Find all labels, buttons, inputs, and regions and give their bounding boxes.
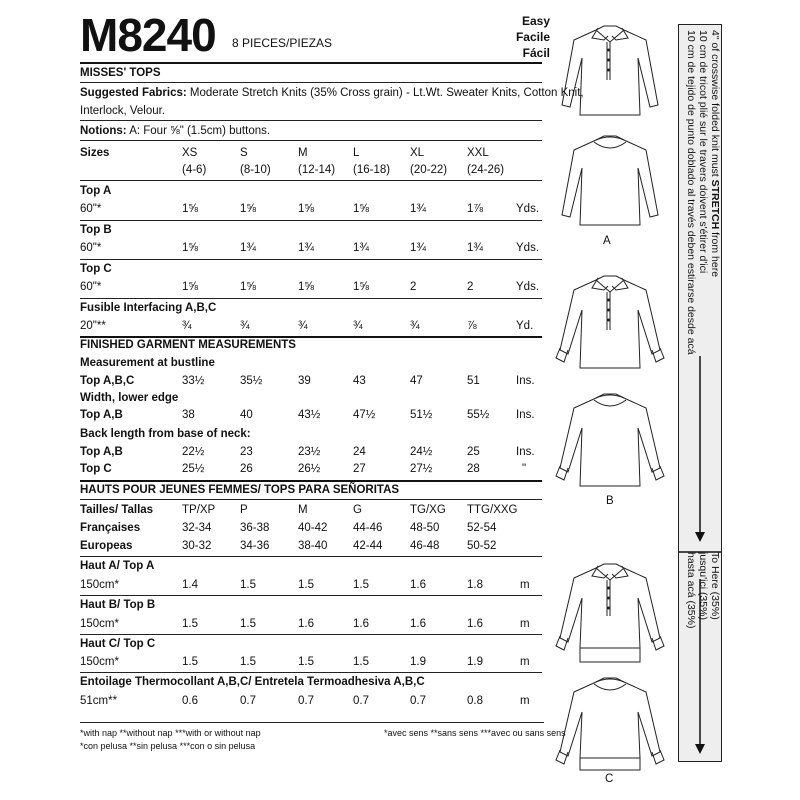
back-row [80, 445, 540, 459]
size-value: 48-50 [410, 522, 440, 534]
meter-value: 1.5 [182, 656, 198, 668]
size-code: G [353, 504, 362, 516]
size-code: TP/XP [182, 504, 216, 516]
row-label: Françaises [80, 522, 141, 534]
meter-value: 1.5 [298, 579, 314, 591]
unit: Ins. [516, 446, 535, 458]
size-value: 42-44 [353, 540, 383, 552]
measure-value: 35½ [240, 375, 263, 387]
arrow-head [695, 532, 705, 542]
stretch-bold: STRETCH [709, 179, 721, 230]
stretch-arrow-graphic [678, 24, 722, 764]
row-label: Top C [80, 463, 112, 475]
metric-section-title: Haut B/ Top B [80, 599, 156, 611]
size-range: (20-22) [410, 164, 448, 176]
metric-section-title: Entoilage Thermocollant A,B,C/ Entretela Termoadhesiva A,B,C [80, 676, 425, 688]
notions-text: A: Four ⅝" (1.5cm) buttons. [129, 125, 271, 137]
size-code: TG/XG [410, 504, 446, 516]
meter-value: 1.6 [298, 618, 314, 630]
unit: Yd. [516, 320, 534, 332]
yardage-value: 1⅝ [182, 242, 198, 254]
metric-row [80, 694, 540, 708]
meter-value: 1.9 [467, 656, 483, 668]
meter-value: 1.6 [353, 618, 369, 630]
yardage-value: ¾ [298, 320, 308, 332]
sizes-label: Sizes [80, 147, 110, 159]
bust-label: Measurement at bustline [80, 357, 215, 369]
yardage-value: ¾ [410, 320, 420, 332]
stretch-text: 4" of crosswise folded knit must [709, 30, 721, 180]
measure-value: 26½ [298, 463, 321, 475]
size-range: (4-6) [182, 164, 207, 176]
fabric-width: 60"* [80, 281, 102, 293]
meter-value: 0.8 [467, 695, 483, 707]
measure-value: 25 [467, 446, 480, 458]
size-code: XS [182, 147, 198, 159]
yardage-value: 1¾ [410, 203, 426, 215]
tailles-row [80, 503, 540, 517]
back-row [80, 462, 540, 476]
meter-value: 1.6 [467, 618, 483, 630]
divider [80, 259, 542, 260]
metric-row [80, 617, 540, 631]
unit: Yds. [516, 281, 540, 293]
measure-value: 51 [467, 375, 480, 387]
measure-value: 25½ [182, 463, 205, 475]
view-label-a: A [603, 235, 611, 247]
stretch-line-3: 10 cm de tejido de punto doblado al través deben estirarse desde acá [685, 30, 697, 355]
meter-value: 1.8 [467, 579, 483, 591]
divider [80, 634, 542, 635]
size-code: M [298, 504, 308, 516]
yardage-value: ¾ [182, 320, 192, 332]
row-label: Europeas [80, 540, 133, 552]
meter-value: 0.7 [298, 695, 314, 707]
divider [80, 722, 544, 723]
size-value: 32-34 [182, 522, 212, 534]
divider [80, 82, 542, 83]
measure-value: 26 [240, 463, 253, 475]
fabrics-line2: Interlock, Velour. [80, 105, 166, 117]
yardage-title: Top A [80, 185, 112, 197]
fabric-width: 150cm* [80, 579, 119, 591]
yardage-value: 1⅝ [353, 203, 369, 215]
finished-title: FINISHED GARMENT MEASUREMENTS [80, 339, 296, 351]
fabrics-line1 [80, 86, 584, 100]
size-value: 40-42 [298, 522, 328, 534]
measure-value: 27 [353, 463, 366, 475]
divider [80, 62, 542, 64]
divider [80, 298, 542, 299]
unit: Yds. [516, 242, 540, 254]
footnote-en: *with nap **without nap ***with or without nap [80, 728, 261, 738]
size-range: (16-18) [353, 164, 391, 176]
bust-row [80, 374, 540, 388]
measure-value: 22½ [182, 446, 205, 458]
sizes-row [80, 146, 540, 160]
fabric-width: 60"* [80, 242, 102, 254]
divider [80, 220, 542, 221]
row-label: Tailles/ Tallas [80, 504, 154, 516]
yardage-title: Fusible Interfacing A,B,C [80, 302, 217, 314]
pattern-number: M8240 [80, 9, 216, 61]
stretch-text: from here [709, 229, 721, 278]
size-ranges-row [80, 163, 540, 177]
unit: m [520, 618, 530, 630]
divider [80, 120, 542, 121]
size-value: 52-54 [467, 522, 497, 534]
measure-value: 23 [240, 446, 253, 458]
measure-value: 33½ [182, 375, 205, 387]
top-c-back-illustration [548, 672, 672, 778]
to-here-2: jusqu'ici (35%) [697, 552, 709, 620]
yardage-value: 2 [410, 281, 417, 293]
size-value: 44-46 [353, 522, 383, 534]
yardage-row [80, 280, 540, 294]
row-label: Top A,B,C [80, 375, 135, 387]
yardage-value: 1¾ [353, 242, 369, 254]
meter-value: 1.5 [353, 656, 369, 668]
measure-value: 38 [182, 409, 195, 421]
europeas-row [80, 539, 540, 553]
fabric-width: 150cm* [80, 618, 119, 630]
row-label: Top A,B [80, 409, 123, 421]
yardage-title: Top C [80, 263, 112, 275]
divider [80, 595, 542, 596]
yardage-value: 1¾ [240, 242, 256, 254]
fabric-width: 51cm** [80, 695, 118, 707]
notions-label: Notions: [80, 125, 127, 137]
unit: m [520, 579, 530, 591]
size-code: M [298, 147, 308, 159]
meter-value: 1.6 [410, 618, 426, 630]
difficulty-es: Fácil [522, 46, 550, 60]
yardage-value: 1⅝ [240, 203, 256, 215]
arrow-head [695, 744, 705, 754]
metric-row [80, 578, 540, 592]
measure-value: 43½ [298, 409, 321, 421]
measure-value: 47 [410, 375, 423, 387]
yardage-row [80, 202, 540, 216]
yardage-value: 1⅝ [298, 281, 314, 293]
view-label-c: C [605, 773, 614, 785]
measure-value: 23½ [298, 446, 321, 458]
size-value: 30-32 [182, 540, 212, 552]
size-value: 34-36 [240, 540, 270, 552]
width-label: Width, lower edge [80, 392, 179, 404]
meter-value: 1.5 [182, 618, 198, 630]
top-c-front-illustration [548, 558, 672, 668]
yardage-value: ⅞ [467, 320, 477, 332]
meter-value: 1.5 [240, 656, 256, 668]
unit: m [520, 656, 530, 668]
divider [80, 480, 542, 482]
yardage-value: ¾ [240, 320, 250, 332]
unit: Ins. [516, 409, 535, 421]
difficulty-en: Easy [521, 14, 550, 28]
yardage-value: 2 [467, 281, 474, 293]
size-value: 50-52 [467, 540, 497, 552]
size-range: (24-26) [467, 164, 505, 176]
yardage-row [80, 319, 540, 333]
page-title: MISSES' TOPS [80, 67, 161, 79]
measure-value: 51½ [410, 409, 433, 421]
to-here-1: To Here (35%) [709, 552, 721, 620]
metric-title: HAUTS POUR JEUNES FEMMES/ TOPS PARA SEÑORITAS [80, 484, 400, 496]
meter-value: 1.5 [240, 618, 256, 630]
yardage-value: 1⅝ [182, 203, 198, 215]
yardage-value: 1⅞ [467, 203, 483, 215]
fabrics-text: Moderate Stretch Knits (35% Cross grain) - Lt.Wt. Sweater Knits, Cotton Knit, [189, 87, 584, 99]
top-a-front-illustration [548, 20, 672, 120]
metric-section-title: Haut A/ Top A [80, 560, 155, 572]
notions-line [80, 124, 270, 138]
francaises-row [80, 521, 540, 535]
size-value: 46-48 [410, 540, 440, 552]
measure-value: 24 [353, 446, 366, 458]
stretch-line-2: 10 cm de tricot plié sur le travers doivent s'étirer d'ici [697, 30, 709, 274]
size-range: (12-14) [298, 164, 336, 176]
yardage-value: 1⅝ [182, 281, 198, 293]
size-code: L [353, 147, 360, 159]
yardage-value: 1⅝ [298, 203, 314, 215]
yardage-value: ¾ [353, 320, 363, 332]
meter-value: 1.4 [182, 579, 198, 591]
divider [80, 672, 542, 673]
measure-value: 43 [353, 375, 366, 387]
fabric-width: 150cm* [80, 656, 119, 668]
fabric-width: 20"** [80, 320, 106, 332]
meter-value: 0.7 [353, 695, 369, 707]
to-here-3: hasta acá (35%) [685, 552, 697, 629]
divider [80, 180, 542, 181]
yardage-value: 1¾ [298, 242, 314, 254]
meter-value: 0.6 [182, 695, 198, 707]
meter-value: 0.7 [410, 695, 426, 707]
size-code: TTG/XXG [467, 504, 518, 516]
divider [80, 499, 542, 500]
measure-value: 27½ [410, 463, 433, 475]
meter-value: 1.9 [410, 656, 426, 668]
top-a-back-illustration [548, 130, 672, 230]
top-b-back-illustration [548, 388, 672, 492]
measure-value: 28 [467, 463, 480, 475]
meter-value: 1.6 [410, 579, 426, 591]
measure-value: 40 [240, 409, 253, 421]
yardage-value: 1¾ [467, 242, 483, 254]
fabric-width: 60"* [80, 203, 102, 215]
unit: m [520, 695, 530, 707]
size-code: XL [410, 147, 425, 159]
size-code: S [240, 147, 248, 159]
width-row [80, 408, 540, 422]
row-label: Top A,B [80, 446, 123, 458]
yardage-value: 1¾ [410, 242, 426, 254]
metric-row [80, 655, 540, 669]
unit: " [522, 463, 527, 475]
top-b-front-illustration [548, 270, 672, 380]
yardage-row [80, 241, 540, 255]
measure-value: 55½ [467, 409, 490, 421]
back-label: Back length from base of neck: [80, 428, 251, 440]
metric-section-title: Haut C/ Top C [80, 638, 156, 650]
difficulty-fr: Facile [515, 30, 550, 44]
divider [80, 556, 542, 557]
yardage-title: Top B [80, 224, 112, 236]
measure-value: 24½ [410, 446, 433, 458]
measure-value: 47½ [353, 409, 376, 421]
meter-value: 1.5 [240, 579, 256, 591]
footnote-es: *con pelusa **sin pelusa ***con o sin pelusa [80, 741, 256, 751]
size-code: XXL [467, 147, 489, 159]
yardage-value: 1⅝ [353, 281, 369, 293]
view-label-b: B [606, 495, 614, 507]
yardage-value: 1⅝ [240, 281, 256, 293]
meter-value: 0.7 [240, 695, 256, 707]
meter-value: 1.5 [298, 656, 314, 668]
size-value: 36-38 [240, 522, 270, 534]
meter-value: 1.5 [353, 579, 369, 591]
size-value: 38-40 [298, 540, 328, 552]
unit: Ins. [516, 375, 535, 387]
size-range: (8-10) [240, 164, 271, 176]
pieces-count: 8 PIECES/PIEZAS [232, 36, 333, 50]
footnote-fr: *avec sens **sans sens ***avec ou sans sens [384, 728, 566, 738]
size-code: P [240, 504, 248, 516]
fabrics-label: Suggested Fabrics: [80, 87, 187, 99]
divider [80, 140, 542, 141]
measure-value: 39 [298, 375, 311, 387]
unit: Yds. [516, 203, 540, 215]
